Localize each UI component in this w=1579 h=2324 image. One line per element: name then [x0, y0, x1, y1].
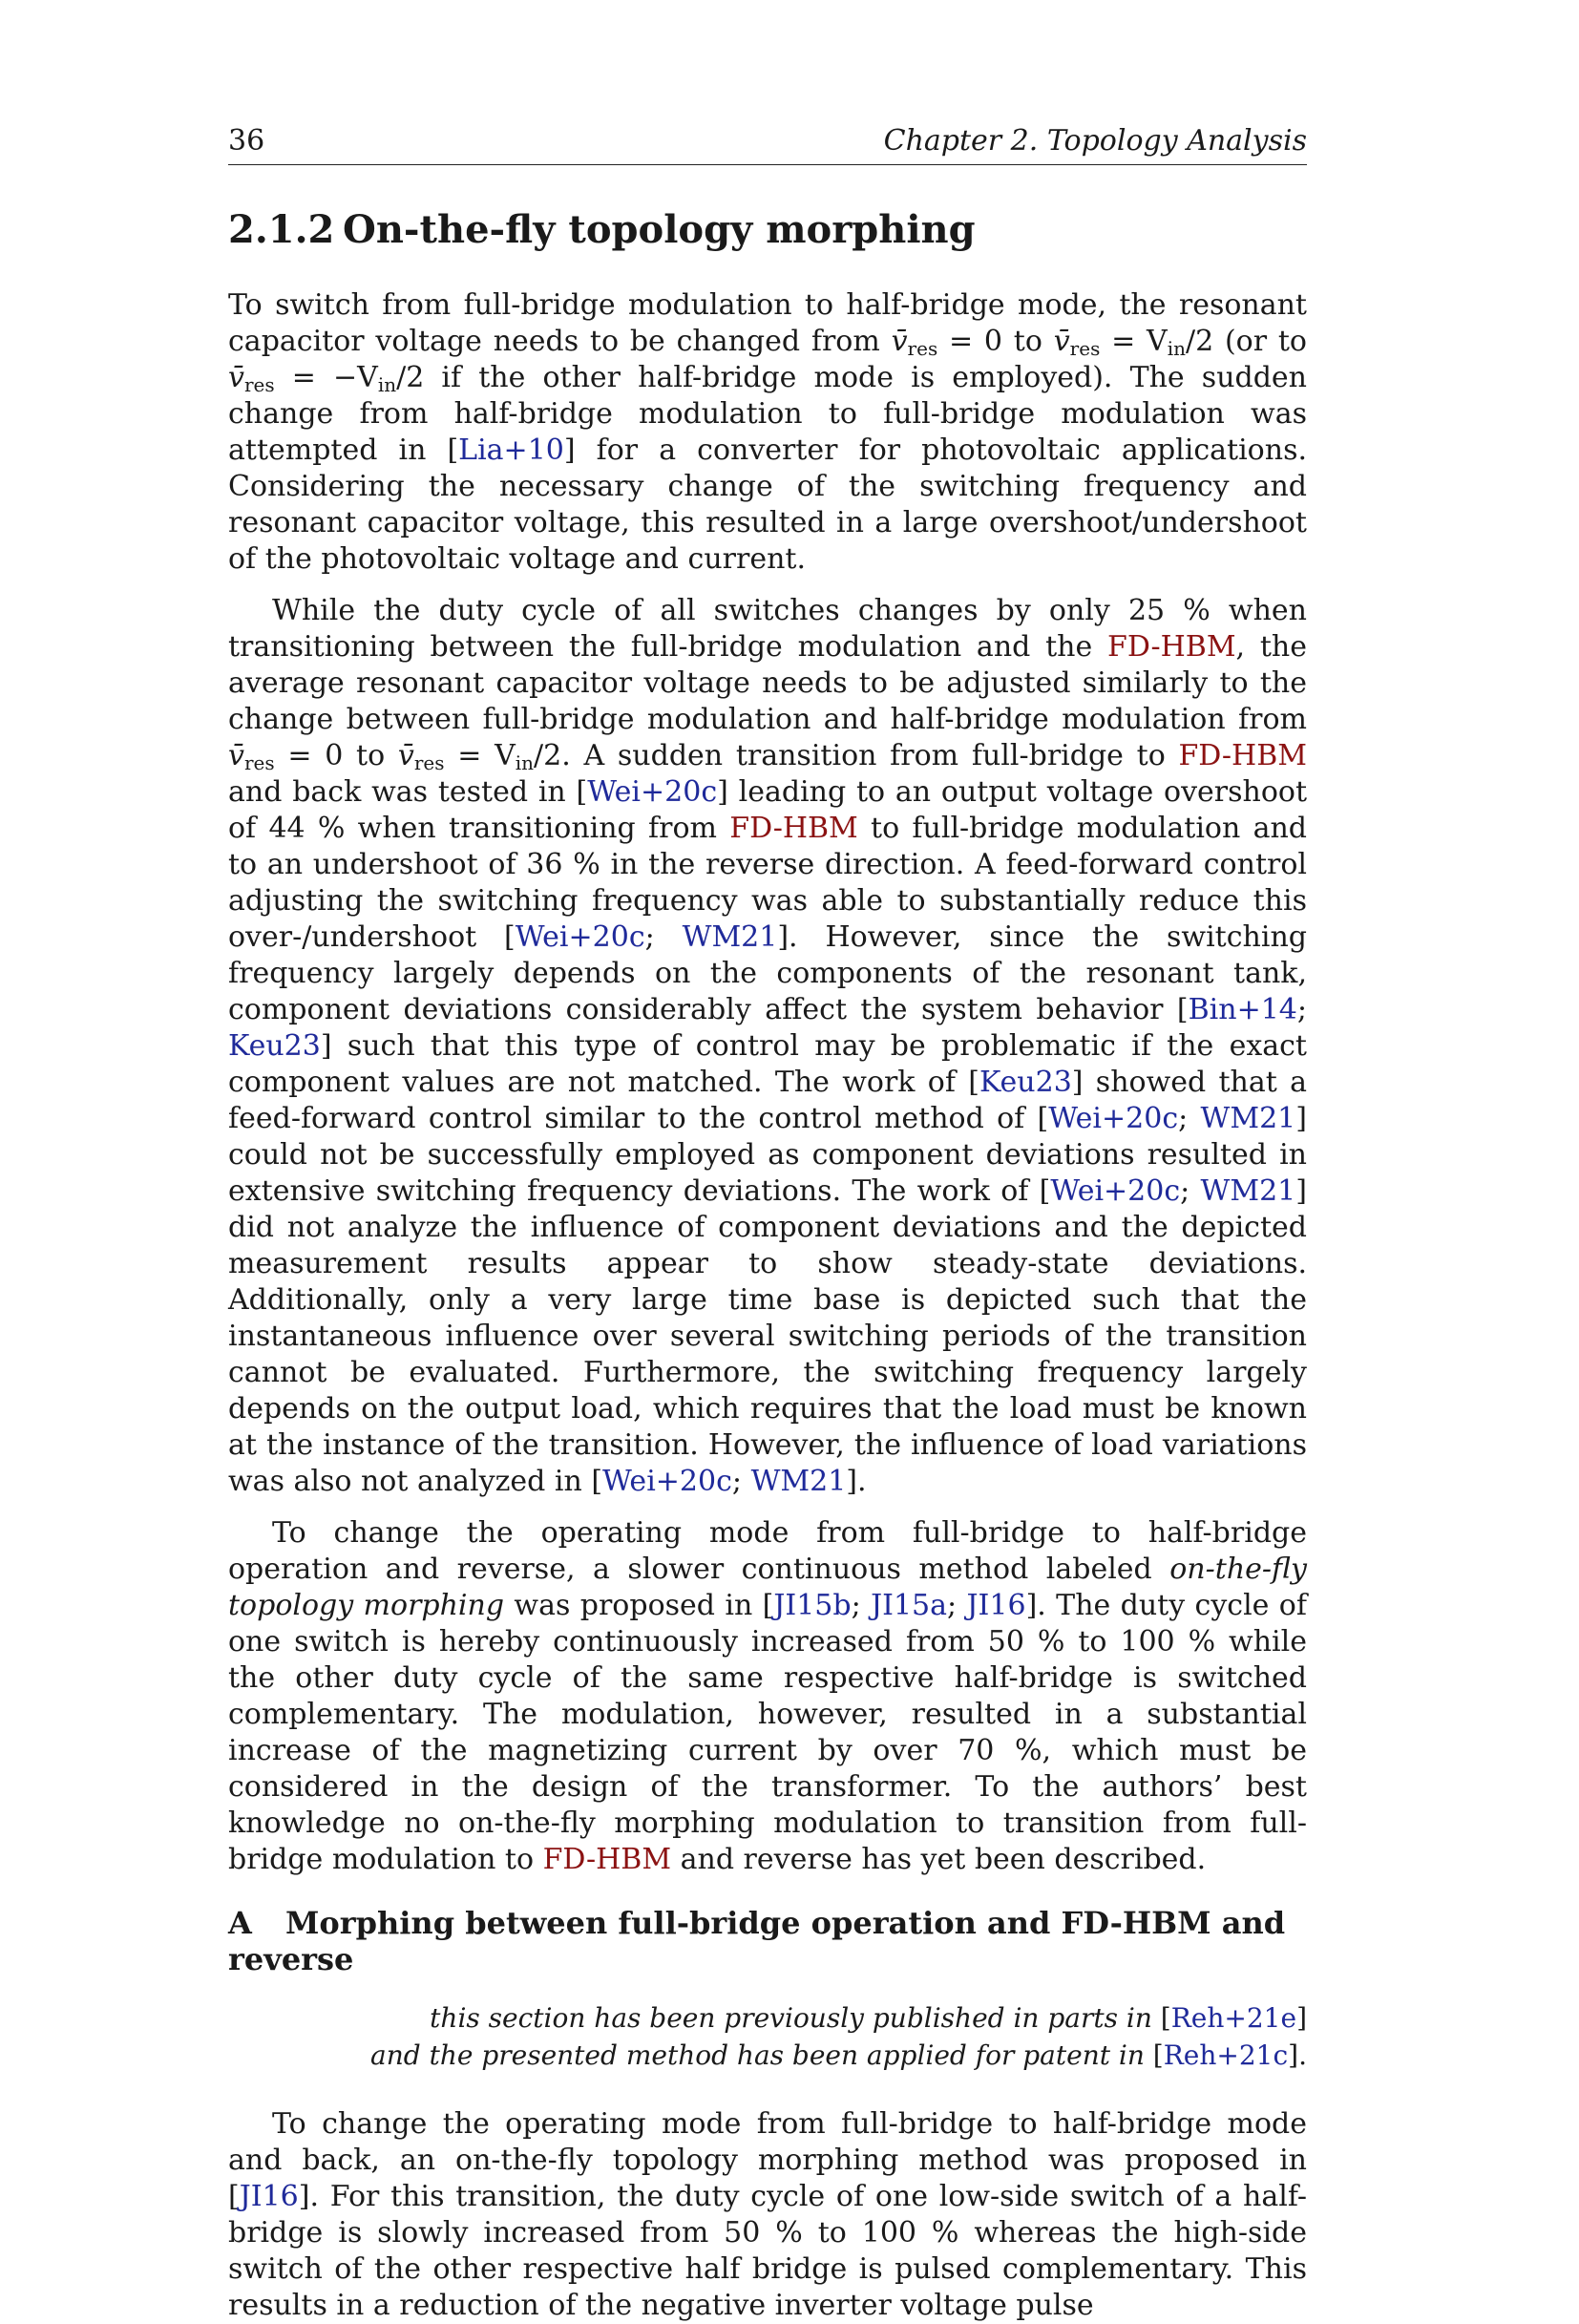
running-head: [228, 124, 1307, 165]
emphasis: on-the-fly topology morphing: [228, 1553, 1307, 1622]
citation-link[interactable]: Keu23: [979, 1066, 1072, 1099]
citation-link[interactable]: WM21: [682, 920, 778, 954]
citation-link[interactable]: Reh+21c: [1163, 2039, 1289, 2071]
citation-link[interactable]: Keu23: [228, 1029, 321, 1063]
subsection-title: Morphing between full-bridge operation and FD-HBM and reverse: [228, 1905, 1286, 1978]
paragraph-2: While the duty cycle of all switches changes by only 25 % when transitioning between the full-bridge modulation and the FD-HBM, the average resonant capacitor voltage needs to be adjusted similarly to the change between full-bridge modulation and half-bridge modulation from $v̄_{res} = 0$ to $v̄_{res} = V_{in}/2$. A sudden transition from full-bridge to FD-HBM and back was tested in [Wei+20c] leading to an output voltage overshoot of 44 % when transitioning from FD-HBM to full-bridge modulation and to an undershoot of 36 % in the reverse direction. A feed-forward control adjusting the switching frequency was able to substantially reduce this over-/undershoot [Wei+20c; WM21]. However, since the switching frequency largely depends on the components of the resonant tank, component deviations considerably affect the system behavior [Bin+14; Keu23] such that this type of control may be problematic if the exact component values are not matched. The work of [Keu23] showed that a feed-forward control similar to the control method of [Wei+20c; WM21] could not be successfully employed as component deviations resulted in extensive switching frequency deviations. The work of [Wei+20c; WM21] did not analyze the influence of component deviations and the depicted measurement results appear to show steady-state deviations. Additionally, only a very large time base is depicted such that the instantaneous influence over several switching periods of the transition cannot be evaluated. Furthermore, the switching frequency largely depends on the output load, which requires that the load must be known at the instance of the transition. However, the influence of load variations was also not analyzed in [Wei+20c; WM21].: [228, 594, 1308, 1498]
citation-link[interactable]: JI16: [239, 2179, 299, 2213]
subsection-letter: A: [228, 1905, 252, 1941]
page-number: 36: [228, 124, 265, 158]
chapter-title: Chapter 2. Topology Analysis: [883, 124, 1307, 158]
citation-link[interactable]: Bin+14: [1188, 993, 1297, 1026]
acronym-link[interactable]: FD-HBM: [1107, 630, 1236, 664]
citation-link[interactable]: WM21: [1200, 1174, 1296, 1208]
page: [228, 124, 1307, 2324]
citation-link[interactable]: JI16: [966, 1589, 1026, 1622]
section-title: On-the-fly topology morphing: [343, 207, 976, 252]
citation-link[interactable]: Wei+20c: [1050, 1174, 1181, 1208]
citation-link[interactable]: Wei+20c: [602, 1465, 732, 1498]
paragraph-4: To change the operating mode from full-bridge to half-bridge mode and back, an on-the-fly topology morphing method was proposed in [JI16]. For this transition, the duty cycle of one low-side switch of a half-bridge is slowly increased from 50 % to 100 % whereas the high-side switch of the other respective half bridge is pulsed complementary. This results in a reduction of the negative inverter voltage pulse: [228, 2106, 1307, 2322]
section-heading: [228, 207, 1307, 253]
paragraph-1: To switch from full-bridge modulation to half-bridge mode, the resonant capacitor voltage needs to be changed from $v̄_{res} = 0$ to $v̄_{res} = V_{in}/2$ (or to $v̄_{res} = -V_{in}/2$ if the other half-bridge mode is employed). The sudden change from half-bridge modulation to full-bridge modulation was attempted in [Lia+10] for a converter for photovoltaic applications. Considering the necessary change of the switching frequency and resonant capacitor voltage, this resulted in a large overshoot/undershoot of the photovoltaic voltage and current.: [228, 288, 1307, 576]
citation-link[interactable]: WM21: [1200, 1102, 1296, 1135]
citation-link[interactable]: Wei+20c: [1048, 1102, 1179, 1135]
section-number: 2.1.2: [228, 207, 335, 252]
acronym-link[interactable]: FD-HBM: [729, 812, 858, 845]
citation-link[interactable]: Lia+10: [458, 433, 564, 467]
citation-link[interactable]: WM21: [750, 1465, 847, 1498]
citation-link[interactable]: Wei+20c: [515, 920, 645, 954]
note-line-1: this section has been previously published in parts in [Reh+21e]: [430, 2001, 1307, 2034]
publication-note: [228, 1999, 1307, 2074]
citation-link[interactable]: Reh+21e: [1170, 2001, 1297, 2034]
paragraph-3: To change the operating mode from full-bridge to half-bridge operation and reverse, a slower continuous method labeled on-the-fly topology morphing was proposed in [JI15b; JI15a; JI16]. The duty cycle of one switch is hereby continuously increased from 50 % to 100 % while the other duty cycle of the same respective half-bridge is switched complementary. The modulation, however, resulted in a substantial increase of the magnetizing current by over 70 %, which must be considered in the design of the transformer. To the authors’ best knowledge no on-the-fly morphing modulation to transition from full-bridge modulation to FD-HBM and reverse has yet been described.: [228, 1516, 1307, 1876]
citation-link[interactable]: Wei+20c: [587, 775, 718, 809]
acronym-link[interactable]: FD-HBM: [542, 1843, 672, 1876]
citation-link[interactable]: JI15a: [871, 1589, 948, 1622]
note-line-2: and the presented method has been applied for patent in [Reh+21c].: [370, 2039, 1307, 2071]
acronym-link[interactable]: FD-HBM: [1178, 739, 1307, 772]
subsection-heading: [228, 1905, 1307, 1978]
citation-link[interactable]: JI15b: [773, 1589, 852, 1622]
